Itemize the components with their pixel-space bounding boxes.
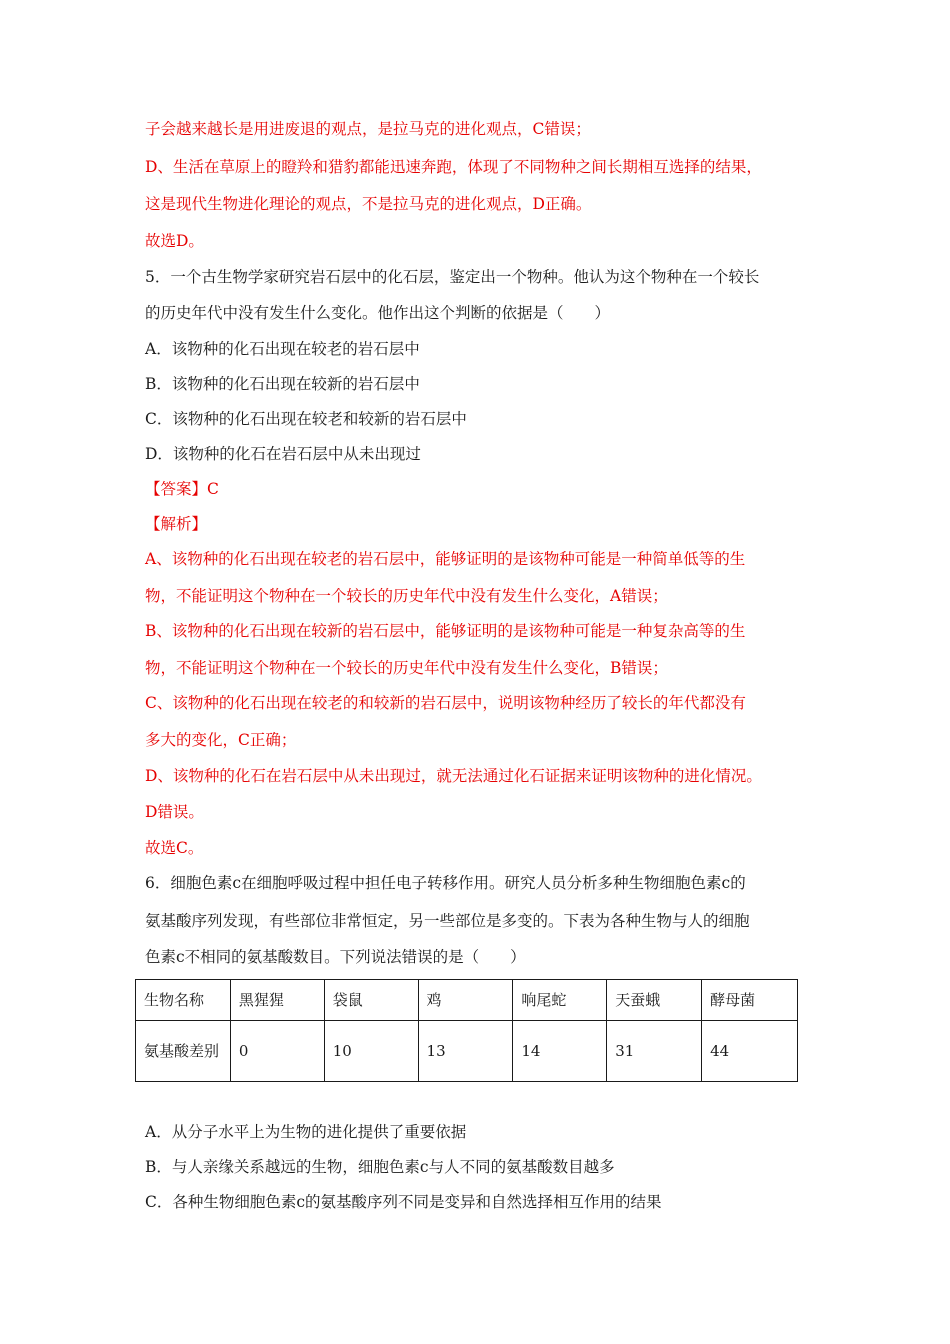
table-header-cell: 袋鼠 (324, 980, 418, 1021)
table-header-cell: 生物名称 (136, 980, 231, 1021)
table-cell: 14 (513, 1021, 607, 1082)
table-row (136, 1021, 798, 1082)
answer-choice-line: 故选D。 (145, 232, 204, 250)
table-row-label: 氨基酸差别 (136, 1021, 231, 1082)
explanation-line: A、该物种的化石出现在较老的岩石层中，能够证明的是该物种可能是一种简单低等的生 (145, 550, 746, 568)
table-cell: 13 (418, 1021, 513, 1082)
table-cell: 44 (702, 1021, 798, 1082)
table-header-cell: 天蚕蛾 (607, 980, 702, 1021)
table-header-row (136, 980, 798, 1021)
explanation-line: 子会越来越长是用进废退的观点，是拉马克的进化观点，C错误； (145, 120, 591, 138)
answer-label: 【答案】C (145, 480, 219, 498)
question-6-stem: 氨基酸序列发现，有些部位非常恒定，另一些部位是多变的。下表为各种生物与人的细胞 (145, 912, 750, 930)
question-5-stem: 的历史年代中没有发生什么变化。他作出这个判断的依据是（ ） (145, 304, 611, 322)
table-header-cell: 响尾蛇 (513, 980, 607, 1021)
question-5-option-c: C．该物种的化石出现在较老和较新的岩石层中 (145, 410, 467, 428)
question-6-stem: 色素c不相同的氨基酸数目。下列说法错误的是（ ） (145, 948, 526, 966)
table-header-cell: 鸡 (418, 980, 513, 1021)
explanation-line: D、生活在草原上的瞪羚和猎豹都能迅速奔跑，体现了不同物种之间长期相互选择的结果， (145, 158, 762, 176)
answer-choice-line: 故选C。 (145, 839, 204, 857)
explanation-line: C、该物种的化石出现在较老的和较新的岩石层中，说明该物种经历了较长的年代都没有 (145, 694, 746, 712)
analysis-label: 【解析】 (145, 515, 208, 533)
question-5-stem: 5．一个古生物学家研究岩石层中的化石层，鉴定出一个物种。他认为这个物种在一个较长 (145, 268, 760, 286)
explanation-line: 多大的变化，C正确； (145, 731, 297, 749)
explanation-line: 物，不能证明这个物种在一个较长的历史年代中没有发生什么变化，A错误； (145, 587, 668, 605)
question-6-option-b: B．与人亲缘关系越远的生物，细胞色素c与人不同的氨基酸数目越多 (145, 1158, 615, 1176)
question-6-option-c: C．各种生物细胞色素c的氨基酸序列不同是变异和自然选择相互作用的结果 (145, 1193, 662, 1211)
explanation-line: D、该物种的化石在岩石层中从未出现过，就无法通过化石证据来证明该物种的进化情况。 (145, 767, 762, 785)
explanation-line: 物，不能证明这个物种在一个较长的历史年代中没有发生什么变化，B错误； (145, 659, 668, 677)
table-cell: 10 (324, 1021, 418, 1082)
question-5-option-a: A．该物种的化石出现在较老的岩石层中 (145, 340, 420, 358)
table-header-cell: 酵母菌 (702, 980, 798, 1021)
explanation-line: D错误。 (145, 803, 204, 821)
question-6-option-a: A．从分子水平上为生物的进化提供了重要依据 (145, 1123, 467, 1141)
table-header-cell: 黑猩猩 (230, 980, 324, 1021)
question-5-option-d: D．该物种的化石在岩石层中从未出现过 (145, 445, 421, 463)
question-5-option-b: B．该物种的化石出现在较新的岩石层中 (145, 375, 420, 393)
amino-acid-difference-table (135, 979, 798, 1082)
table-cell: 0 (230, 1021, 324, 1082)
explanation-line: B、该物种的化石出现在较新的岩石层中，能够证明的是该物种可能是一种复杂高等的生 (145, 622, 746, 640)
explanation-line: 这是现代生物进化理论的观点，不是拉马克的进化观点，D正确。 (145, 195, 592, 213)
question-6-stem: 6．细胞色素c在细胞呼吸过程中担任电子转移作用。研究人员分析多种生物细胞色素c的 (145, 874, 746, 892)
table-cell: 31 (607, 1021, 702, 1082)
